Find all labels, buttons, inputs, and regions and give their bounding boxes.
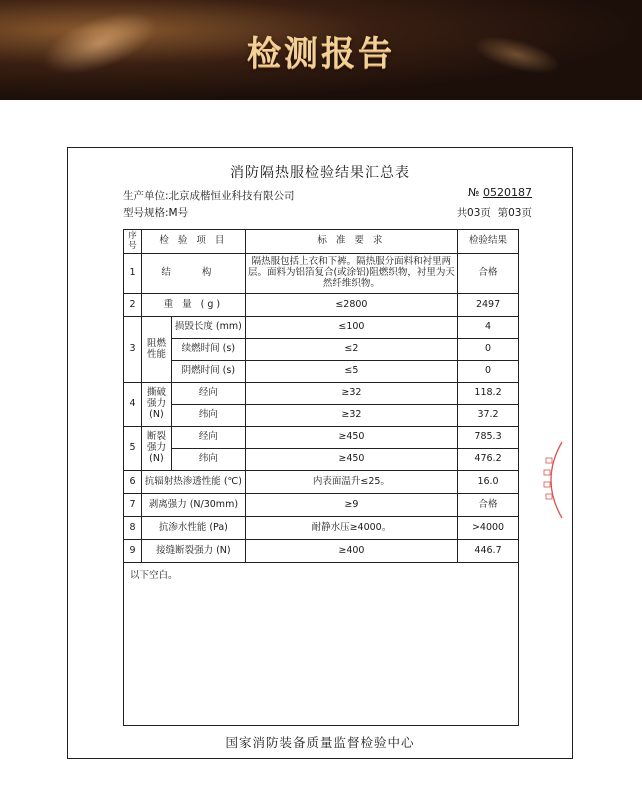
row-no: 7 (124, 494, 142, 517)
row-standard: ≤5 (245, 361, 457, 383)
table-row (124, 494, 519, 517)
table-row (124, 294, 519, 317)
notes-text: 以下空白。 (124, 563, 519, 726)
row-standard: ≤2800 (245, 294, 457, 317)
table-row (124, 540, 519, 563)
row-no: 4 (124, 383, 142, 427)
seal-arc (551, 442, 562, 518)
row-item: 损毁长度 (mm) (171, 317, 245, 339)
row-group: 断裂强力(N) (141, 427, 171, 471)
row-standard: ≥400 (245, 540, 457, 563)
row-standard: 内表面温升≤25。 (245, 471, 457, 494)
row-no: 2 (124, 294, 142, 317)
model-label: 型号规格: (123, 207, 169, 219)
page-total: 共03页 (456, 207, 491, 219)
row-standard: ≤100 (245, 317, 457, 339)
row-item: 纬向 (171, 449, 245, 471)
manufacturer-line (123, 188, 295, 203)
row-standard: ≥32 (245, 405, 457, 427)
table-row (124, 449, 519, 471)
page-info (457, 205, 532, 220)
table-header-row (124, 230, 519, 254)
row-result: 476.2 (458, 449, 519, 471)
row-item: 抗辐射热渗透性能 (℃) (141, 471, 245, 494)
row-no: 5 (124, 427, 142, 471)
row-result: 0 (458, 339, 519, 361)
row-result: 785.3 (458, 427, 519, 449)
table-row (124, 383, 519, 405)
row-result: 2497 (458, 294, 519, 317)
page-current: 第03页 (497, 207, 532, 219)
table-row (124, 405, 519, 427)
model-value: M号 (168, 207, 189, 219)
row-result: 16.0 (458, 471, 519, 494)
row-item: 纬向 (171, 405, 245, 427)
row-result: 118.2 (458, 383, 519, 405)
header-banner (0, 0, 642, 100)
table-row (124, 254, 519, 294)
header-no: 序号 (124, 230, 142, 254)
row-group: 撕破强力(N) (141, 383, 171, 427)
row-standard: ≥32 (245, 383, 457, 405)
report-number-label: № (468, 186, 480, 199)
banner-title: 检测报告 (247, 34, 395, 74)
row-result: 37.2 (458, 405, 519, 427)
row-result: 4 (458, 317, 519, 339)
table-row (124, 471, 519, 494)
document-title: 消防隔热服检验结果汇总表 (230, 165, 410, 181)
row-standard: 隔热服包括上衣和下裤。隔热服分面料和衬里两层。面料为铝箔复合(或涂铝)阻燃织物，衬里为天然纤维织物。 (245, 254, 457, 294)
table-row (124, 317, 519, 339)
row-result: 0 (458, 361, 519, 383)
table-row (124, 361, 519, 383)
table-row (124, 427, 519, 449)
notes-row (124, 563, 519, 726)
row-result: 合格 (458, 494, 519, 517)
row-no: 3 (124, 317, 142, 383)
row-item: 结 构 (141, 254, 245, 294)
row-group: 阻燃性能 (141, 317, 171, 383)
model-line (123, 205, 188, 220)
report-number (468, 186, 532, 199)
row-item: 剥离强力 (N/30mm) (141, 494, 245, 517)
row-result: 合格 (458, 254, 519, 294)
red-seal-stamp-fragment (538, 440, 566, 520)
header-result: 检验结果 (458, 230, 519, 254)
issuing-organization: 国家消防装备质量监督检验中心 (225, 735, 415, 750)
row-item: 经向 (171, 427, 245, 449)
row-no: 6 (124, 471, 142, 494)
row-item: 接缝断裂强力 (N) (141, 540, 245, 563)
row-item: 续燃时间 (s) (171, 339, 245, 361)
row-standard: ≥450 (245, 449, 457, 471)
row-no: 1 (124, 254, 142, 294)
row-result: 446.7 (458, 540, 519, 563)
row-standard: 耐静水压≥4000。 (245, 517, 457, 540)
manufacturer-label: 生产单位: (123, 190, 169, 202)
row-standard: ≥450 (245, 427, 457, 449)
header-item: 检 验 项 目 (141, 230, 245, 254)
results-table (123, 229, 519, 726)
report-number-value: 0520187 (483, 186, 532, 199)
row-no: 9 (124, 540, 142, 563)
table-row (124, 339, 519, 361)
manufacturer-value: 北京成楷恒业科技有限公司 (168, 190, 295, 202)
row-result: >4000 (458, 517, 519, 540)
test-report-document (67, 147, 573, 759)
row-item: 阴燃时间 (s) (171, 361, 245, 383)
row-item: 抗渗水性能 (Pa) (141, 517, 245, 540)
row-standard: ≥9 (245, 494, 457, 517)
row-item: 经向 (171, 383, 245, 405)
table-row (124, 517, 519, 540)
row-standard: ≤2 (245, 339, 457, 361)
header-standard: 标 准 要 求 (245, 230, 457, 254)
row-item: 重 量 (g) (141, 294, 245, 317)
row-no: 8 (124, 517, 142, 540)
